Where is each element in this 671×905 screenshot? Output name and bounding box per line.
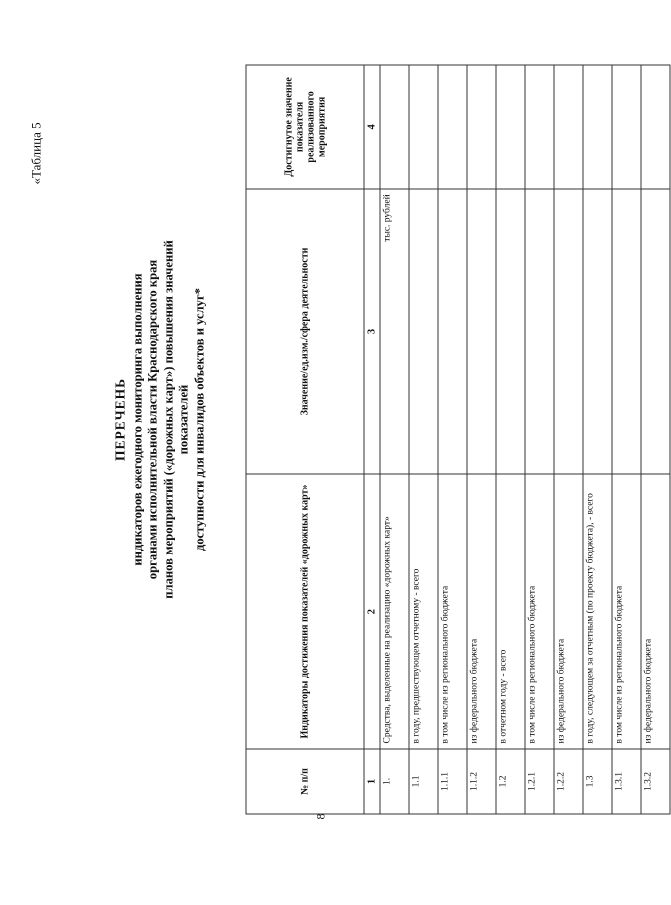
row-value [467,189,496,474]
document-title [113,205,208,635]
col-header-value: Значение/ед.изм./сфера деятельности [246,189,364,474]
row-value [554,189,583,474]
indicators-table [246,65,671,815]
row-num: 1.1 [409,749,438,814]
row-text: в году, следующем за отчетным (по проекту бюджета), - всего [583,474,612,749]
table-row [583,65,612,814]
table-row [554,65,583,814]
row-num: 1.2.2 [554,749,583,814]
row-value [583,189,612,474]
table-row [641,65,670,814]
row-text: в году, предшествующем отчетному - всего [409,474,438,749]
title-line: индикаторов ежегодного мониторинга выполнения [130,273,144,566]
title-heading: ПЕРЕЧЕНЬ [112,377,128,462]
row-text: из федерального бюджета [641,474,670,749]
col-header-num: № п/п [246,749,364,814]
row-value [409,189,438,474]
row-text: из федерального бюджета [554,474,583,749]
title-line: органами исполнительной власти Краснодарского края [145,259,160,580]
row-value [612,189,641,474]
col-header-achieved: Достигнутое значение показателя реализованного мероприятия [246,65,364,189]
row-achieved [496,65,525,189]
row-achieved [583,65,612,189]
col-number: 1 [364,749,380,814]
row-num: 1.3.2 [641,749,670,814]
row-num: 1.1.2 [467,749,496,814]
row-achieved [467,65,496,189]
row-achieved [409,65,438,189]
row-num: 1.3.1 [612,749,641,814]
page-number: 8 [313,813,328,820]
table-reference: «Таблица 5 [28,122,44,185]
row-text: из федерального бюджета [467,474,496,749]
col-number: 3 [364,189,380,474]
row-value [438,189,467,474]
row-achieved [612,65,641,189]
row-value: тыс. рублей [380,189,409,474]
row-num: 1.1.1 [438,749,467,814]
row-text: в отчетном году - всего [496,474,525,749]
table-row [380,65,409,814]
title-line: планов мероприятий («дорожных карт») повышения значений показателей [161,240,191,599]
row-text: Средства, выделенные на реализацию «дорожных карт» [380,474,409,749]
row-num: 1.3 [583,749,612,814]
row-achieved [554,65,583,189]
row-achieved [380,65,409,189]
row-achieved [641,65,670,189]
table-row [612,65,641,814]
row-value [641,189,670,474]
row-achieved [525,65,554,189]
row-value [525,189,554,474]
row-num: 1. [380,749,409,814]
col-number: 4 [364,65,380,189]
row-text: в том числе из регионального бюджета [525,474,554,749]
table-row [438,65,467,814]
col-header-indicator: Индикаторы достижения показателей «дорожных карт» [246,474,364,749]
row-value [496,189,525,474]
row-text: в том числе из регионального бюджета [612,474,641,749]
row-num: 1.2 [496,749,525,814]
table-row [496,65,525,814]
col-number: 2 [364,474,380,749]
row-num: 1.2.1 [525,749,554,814]
row-achieved [438,65,467,189]
title-line: доступности для инвалидов объектов и услуг* [192,288,206,552]
rotated-page [1,0,654,905]
table-row [409,65,438,814]
table-row [525,65,554,814]
row-text: в том числе из регионального бюджета [438,474,467,749]
table-row [467,65,496,814]
